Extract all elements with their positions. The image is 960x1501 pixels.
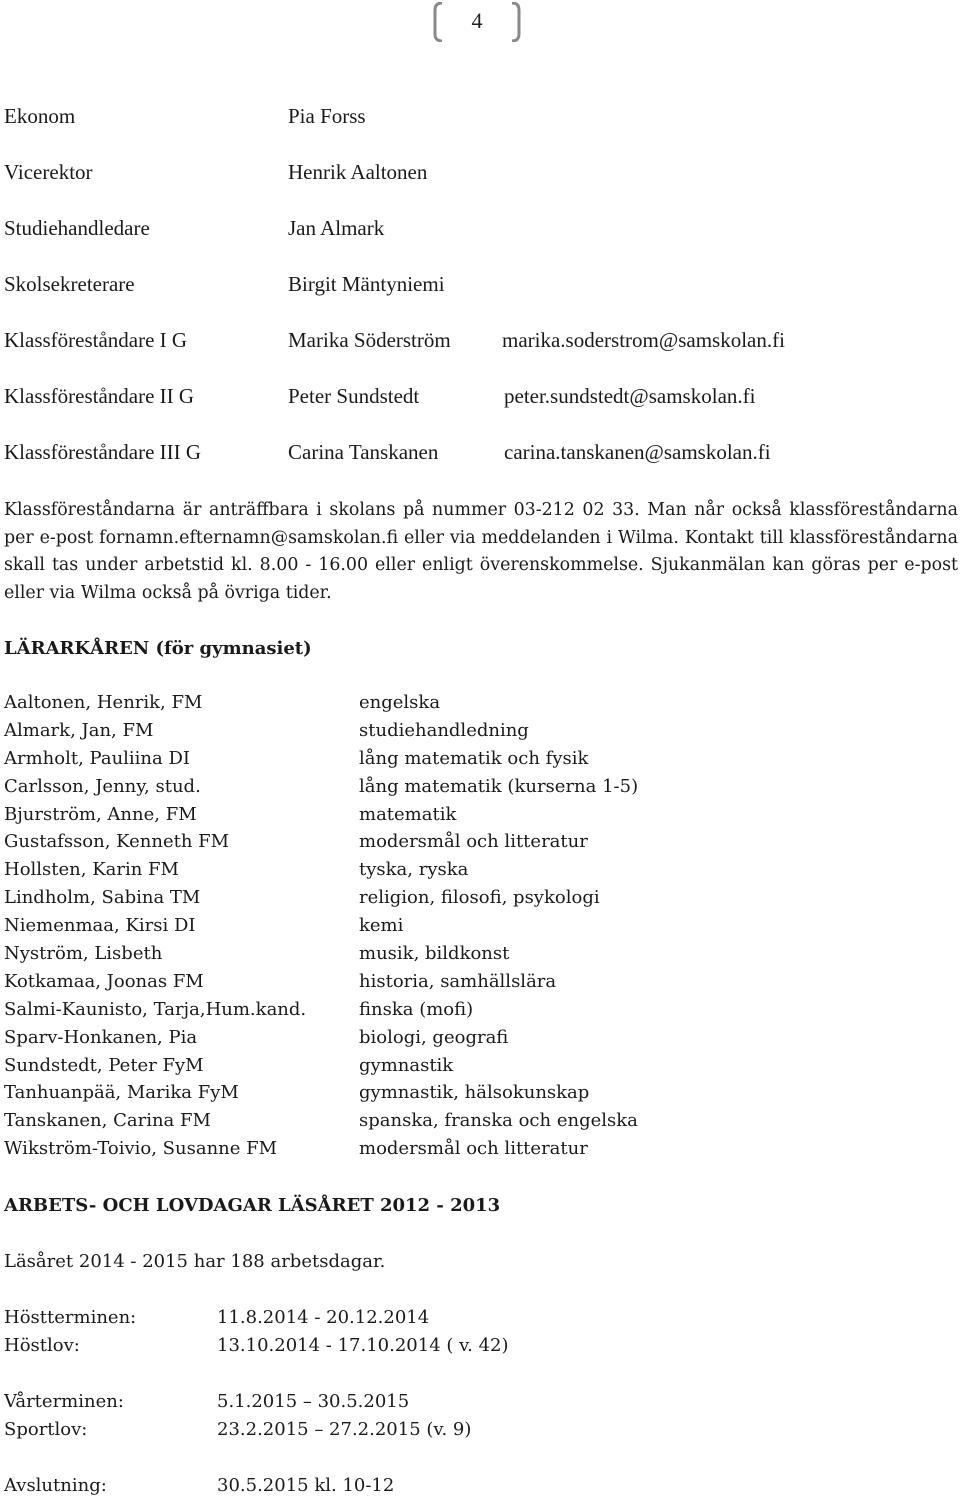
- schedule-heading: ARBETS- OCH LOVDAGAR LÄSÅRET 2012 - 2013: [4, 1195, 501, 1216]
- teacher-name: Tanhuanpää, Marika FyM: [4, 1082, 239, 1104]
- teacher-subject: engelska: [359, 692, 441, 713]
- staff-name: Birgit Mäntyniemi: [288, 272, 445, 296]
- teacher-name: Carlsson, Jenny, stud.: [4, 775, 201, 797]
- teacher-subject: modersmål och litteratur: [359, 1138, 588, 1160]
- teacher-subject: finska (mofi): [359, 998, 474, 1020]
- teacher-subject: musik, bildkonst: [359, 943, 510, 965]
- teacher-subject: tyska, ryska: [359, 859, 469, 881]
- contact-info-paragraph: Klassföreståndarna är anträffbara i skolans på nummer 03-212 02 33. Man når också klassföreståndarna per e-post fornamn.efternamn@samskolan.fi eller via meddelanden i Wilma. Kontakt till klassföreståndarna skall tas under arbetstid kl. 8.00 - 16.00 eller enligt överenskommelse. Sjukanmälan kan göras per e-post eller via Wilma också på övriga tider.: [4, 500, 958, 603]
- staff-role: Klassföreståndare II G: [4, 384, 195, 408]
- teacher-name: Sparv-Honkanen, Pia: [4, 1026, 198, 1048]
- date-value: 11.8.2014 - 20.12.2014: [217, 1307, 430, 1328]
- teacher-subject: lång matematik och fysik: [359, 747, 589, 769]
- staff-email[interactable]: carina.tanskanen@samskolan.fi: [504, 440, 771, 464]
- staff-role: Klassföreståndare III G: [4, 440, 202, 464]
- teachers-heading: LÄRARKÅREN (för gymnasiet): [4, 638, 312, 659]
- page-number-box: [432, 2, 522, 42]
- staff-name: Pia Forss: [288, 104, 366, 128]
- date-value: 13.10.2014 - 17.10.2014 ( v. 42): [217, 1335, 509, 1356]
- staff-name: Jan Almark: [288, 216, 385, 240]
- teacher-name: Nyström, Lisbeth: [4, 943, 163, 965]
- teacher-subject: spanska, franska och engelska: [359, 1110, 638, 1132]
- schedule-intro: Läsåret 2014 - 2015 har 188 arbetsdagar.: [4, 1251, 386, 1272]
- date-value: 5.1.2015 – 30.5.2015: [217, 1391, 410, 1412]
- teacher-name: Sundstedt, Peter FyM: [4, 1054, 204, 1076]
- teacher-name: Lindholm, Sabina TM: [4, 887, 201, 909]
- teacher-name: Niemenmaa, Kirsi DI: [4, 915, 196, 937]
- staff-name: Carina Tanskanen: [288, 440, 439, 464]
- date-label: Avslutning:: [4, 1475, 107, 1496]
- teacher-name: Bjurström, Anne, FM: [4, 803, 197, 825]
- staff-name: Henrik Aaltonen: [288, 160, 428, 184]
- staff-role: Studiehandledare: [4, 216, 150, 240]
- teacher-name: Armholt, Pauliina DI: [4, 747, 191, 769]
- teacher-subject: studiehandledning: [359, 719, 529, 741]
- teacher-name: Gustafsson, Kenneth FM: [4, 831, 230, 853]
- date-label: Sportlov:: [4, 1419, 88, 1440]
- teacher-subject: historia, samhällslära: [359, 970, 557, 992]
- teacher-name: Kotkamaa, Joonas FM: [4, 970, 204, 992]
- teacher-name: Aaltonen, Henrik, FM: [4, 692, 203, 713]
- teacher-name: Almark, Jan, FM: [4, 719, 154, 741]
- teacher-name: Tanskanen, Carina FM: [4, 1110, 211, 1132]
- teacher-subject: matematik: [359, 803, 457, 825]
- staff-role: Vicerektor: [4, 160, 93, 184]
- page-number: 4: [471, 8, 483, 33]
- teacher-subject: gymnastik, hälsokunskap: [359, 1082, 590, 1104]
- date-label: Höstlov:: [4, 1335, 80, 1356]
- teacher-subject: gymnastik: [359, 1054, 454, 1076]
- teacher-name: Hollsten, Karin FM: [4, 859, 179, 881]
- staff-role: Skolsekreterare: [4, 272, 135, 296]
- teacher-name: Salmi-Kaunisto, Tarja,Hum.kand.: [4, 998, 307, 1020]
- staff-email[interactable]: marika.soderstrom@samskolan.fi: [502, 328, 785, 352]
- teacher-subject: lång matematik (kurserna 1-5): [359, 775, 639, 797]
- date-label: Höstterminen:: [4, 1307, 137, 1328]
- staff-name: Marika Söderström: [288, 328, 451, 352]
- teacher-subject: biologi, geografi: [359, 1026, 509, 1048]
- teacher-subject: modersmål och litteratur: [359, 831, 588, 853]
- staff-name: Peter Sundstedt: [288, 384, 420, 408]
- date-value: 23.2.2015 – 27.2.2015 (v. 9): [217, 1419, 472, 1440]
- teacher-subject: religion, filosofi, psykologi: [359, 887, 600, 909]
- staff-role: Ekonom: [4, 104, 76, 128]
- teacher-name: Wikström-Toivio, Susanne FM: [4, 1138, 278, 1160]
- date-label: Vårterminen:: [4, 1391, 124, 1412]
- teacher-subject: kemi: [359, 915, 404, 937]
- date-value: 30.5.2015 kl. 10-12: [217, 1475, 395, 1496]
- staff-role: Klassföreståndare I G: [4, 328, 188, 352]
- staff-email[interactable]: peter.sundstedt@samskolan.fi: [504, 384, 756, 408]
